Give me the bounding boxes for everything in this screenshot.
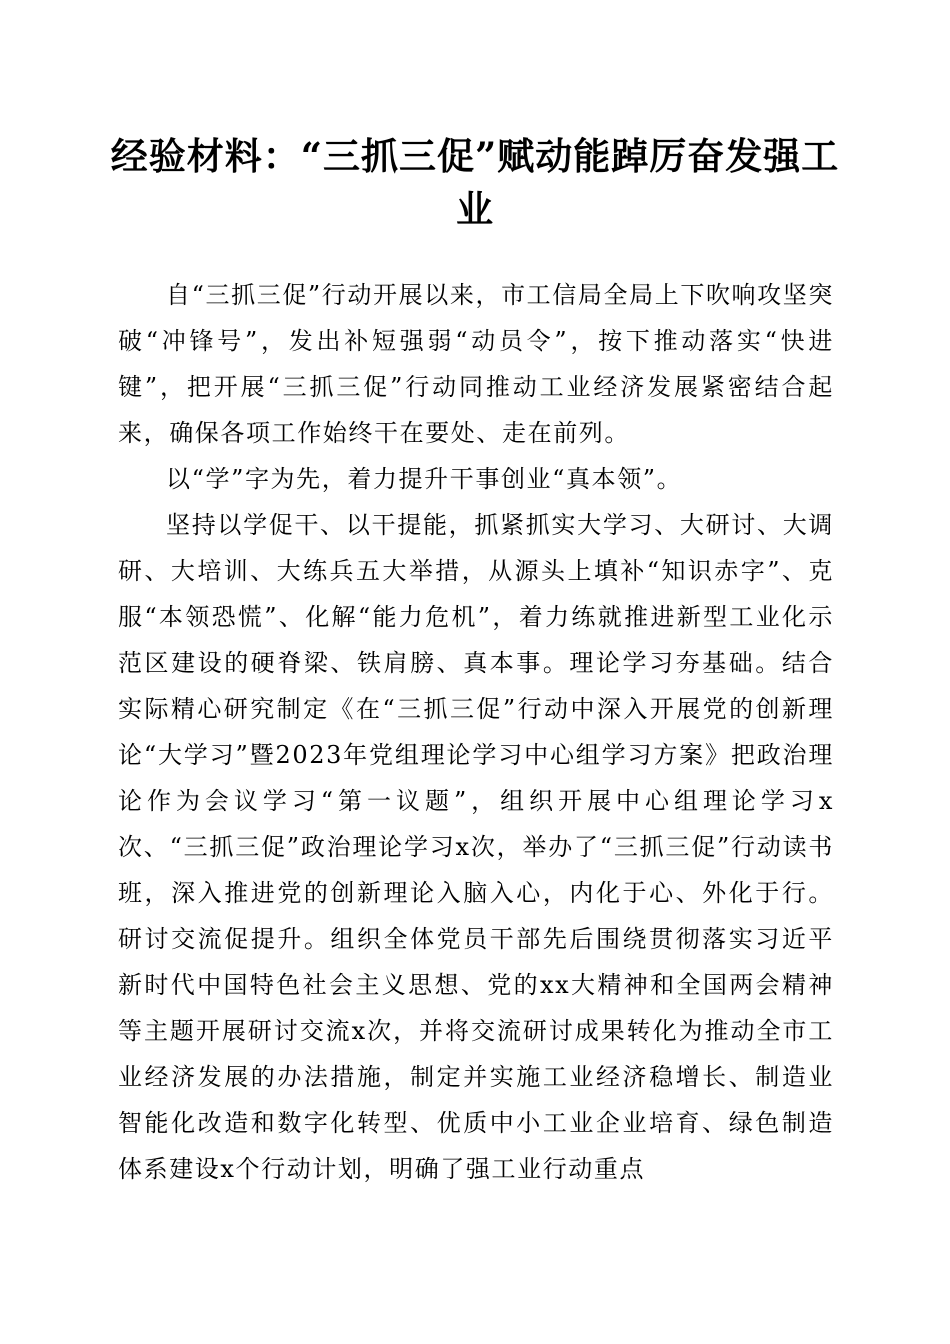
document-body <box>118 272 834 1192</box>
paragraph: 坚持以学促干、以干提能，抓紧抓实大学习、大研讨、大调研、大培训、大练兵五大举措，从源头上填补“知识赤字”、克服“本领恐慌”、化解“能力危机”，着力练就推进新型工业化示范区建设的硬脊梁、铁肩膀、真本事。理论学习夯基础。结合实际精心研究制定《在“三抓三促”行动中深入开展党的创新理论“大学习”暨2023年党组理论学习中心组学习方案》把政治理论作为会议学习“第一议题”，组织开展中心组理论学习x次、“三抓三促”政治理论学习x次，举办了“三抓三促”行动读书班，深入推进党的创新理论入脑入心，内化于心、外化于行。研讨交流促提升。组织全体党员干部先后围绕贯彻落实习近平新时代中国特色社会主义思想、党的xx大精神和全国两会精神等主题开展研讨交流x次，并将交流研讨成果转化为推动全市工业经济发展的办法措施，制定并实施工业经济稳增长、制造业智能化改造和数字化转型、优质中小工业企业培育、绿色制造体系建设x个行动计划，明确了强工业行动重点 <box>118 511 834 1183</box>
document-title: 经验材料：“三抓三促”赋动能踔厉奋发强工业 <box>110 134 840 231</box>
paragraph: 以“学”字为先，着力提升干事创业“真本领”。 <box>166 465 683 493</box>
paragraph: 自“三抓三促”行动开展以来，市工信局全局上下吹响攻坚突破“冲锋号”，发出补短强弱“动员令”，按下推动落实“快进键”，把开展“三抓三促”行动同推动工业经济发展紧密结合起来，确保各项工作始终干在要处、走在前列。 <box>118 281 834 447</box>
